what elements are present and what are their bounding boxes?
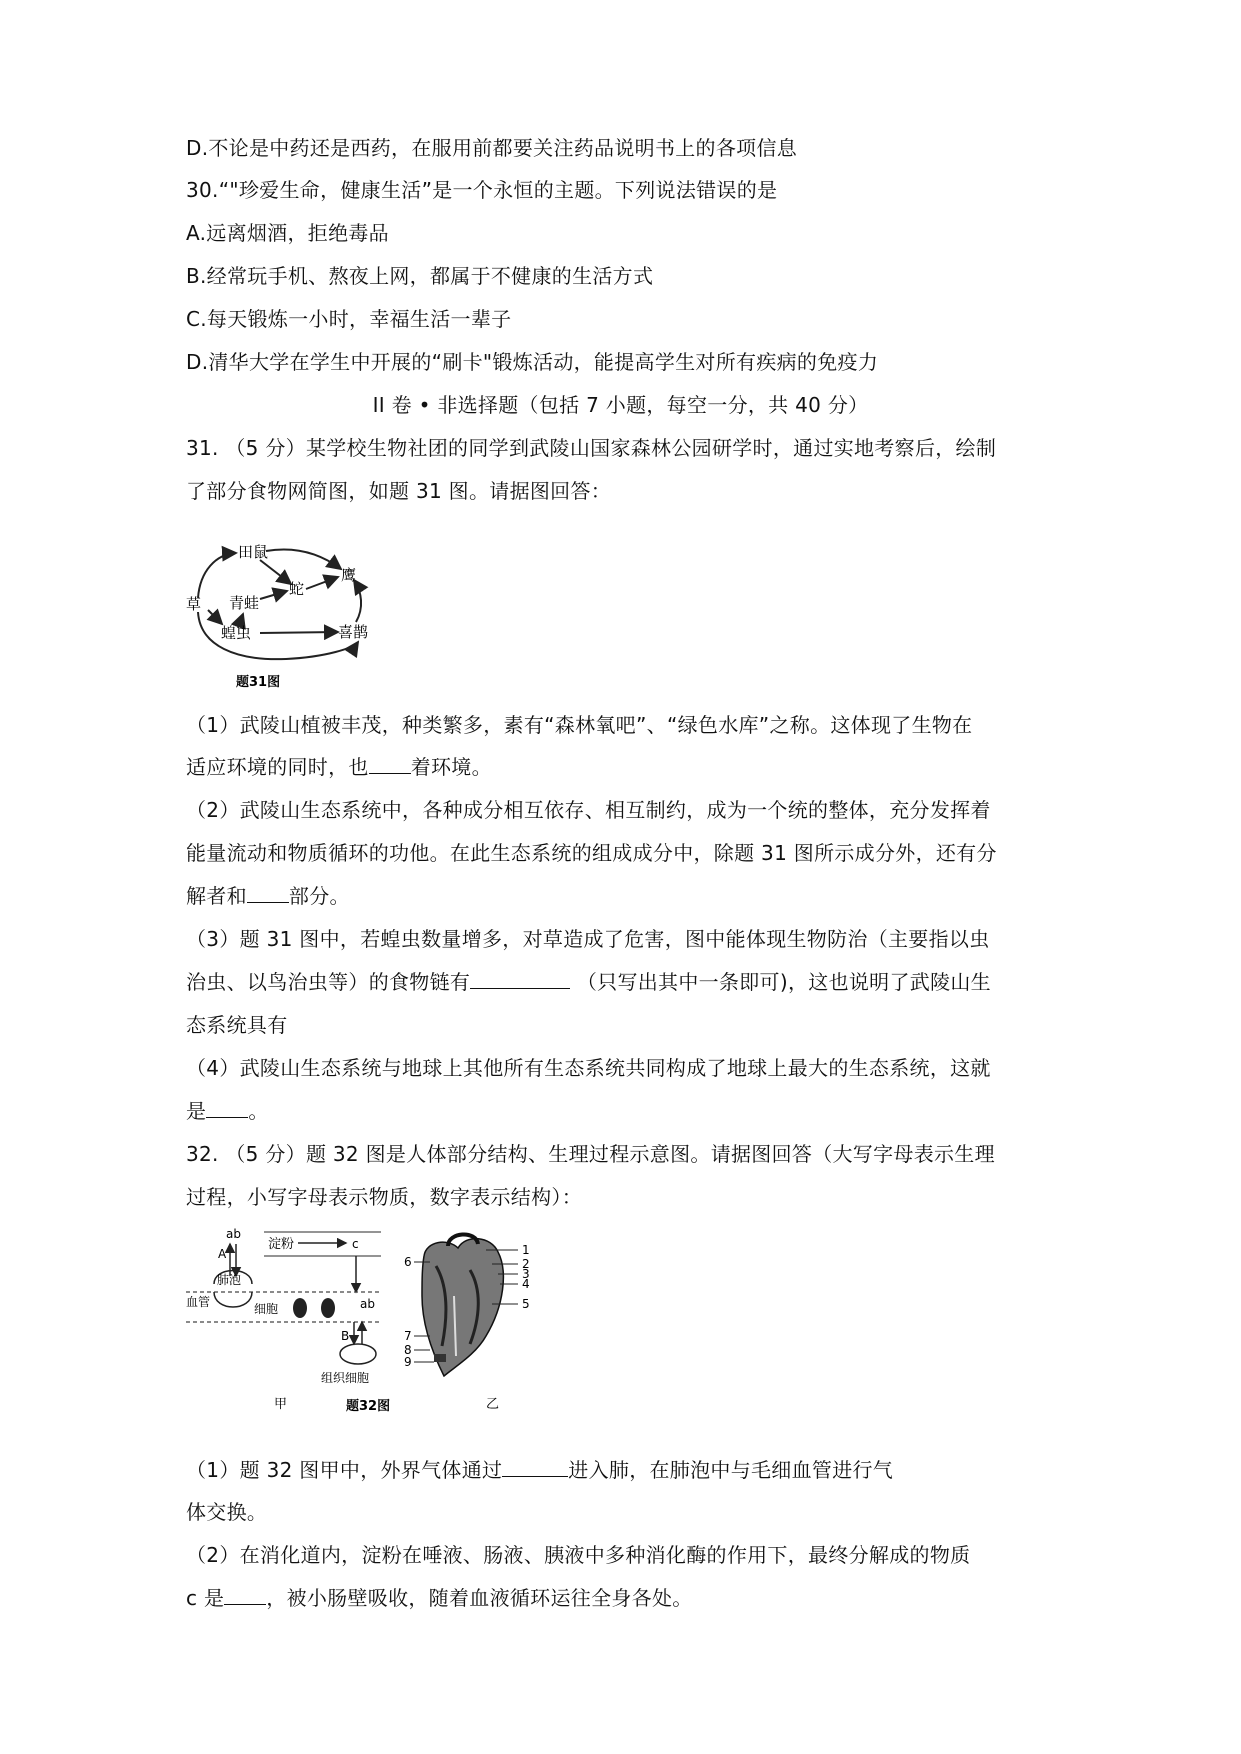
- physiology-figure: [186, 1226, 606, 1416]
- q32-part1-text-b: 进入肺，在肺泡中与毛细血管进行气: [568, 1458, 894, 1482]
- q31-part3: （3）题 31 图中，若蝗虫数量增多，对草造成了危害，图中能体现生物防治（主要指以虫: [186, 927, 990, 951]
- q31-part3-cont2: 态系统具有: [186, 1013, 288, 1037]
- label-process-b: B: [341, 1329, 350, 1343]
- answer-blank[interactable]: [247, 882, 289, 903]
- heart-label-1: 1: [522, 1243, 530, 1257]
- question-31-stem-cont: 了部分食物网简图，如题 31 图。请据图回答：: [186, 479, 612, 503]
- label-c: c: [352, 1237, 359, 1251]
- q31-part1-text-b: 着环境。: [410, 755, 492, 779]
- q31-part1-text-a: 适应环境的同时，也: [186, 755, 369, 779]
- q31-part4: （4）武陵山生态系统与地球上其他所有生态系统共同构成了地球上最大的生态系统，这就: [186, 1056, 991, 1080]
- answer-blank[interactable]: [502, 1456, 568, 1477]
- tissue-cell-shape: [340, 1344, 376, 1364]
- heart-label-3: 3: [522, 1267, 530, 1281]
- node-locust: 蝗虫: [221, 624, 252, 642]
- arrow-snake-eagle: [306, 577, 338, 589]
- q32-part2-cont: [186, 1584, 693, 1612]
- arrow-frog-snake: [260, 591, 287, 599]
- label-yi: 乙: [486, 1397, 500, 1412]
- question-31-stem: 31. （5 分）某学校生物社团的同学到武陵山国家森林公园研学时，通过实地考察后，绘制: [186, 436, 997, 460]
- q31-part2-text-a: 解者和: [186, 884, 247, 908]
- arrow-grass-locust: [208, 610, 222, 624]
- label-vessel: 血管: [186, 1295, 211, 1309]
- q31-part2-text-b: 部分。: [288, 884, 350, 908]
- label-jia: 甲: [274, 1397, 288, 1412]
- q32-part1-text-a: （1）题 32 图甲中，外界气体通过: [186, 1458, 503, 1482]
- q31-part3-text-a: 治虫、以鸟治虫等）的食物链有: [186, 970, 471, 994]
- question-32-stem-cont: 过程，小写字母表示物质，数字表示结构）：: [186, 1185, 582, 1209]
- arrow-locust-magpie: [260, 632, 338, 633]
- answer-blank[interactable]: [369, 753, 411, 774]
- label-tissue-cell: 组织细胞: [321, 1371, 370, 1385]
- arrow-grass-mouse: [198, 553, 236, 598]
- node-frog: 青蛙: [229, 594, 260, 612]
- question-30-stem: 30.“"珍爱生命，健康生活”是一个永恒的主题。下列说法错误的是: [186, 178, 778, 202]
- figure-31-caption: 题31图: [236, 675, 281, 690]
- heart-label-2: 2: [522, 1257, 530, 1271]
- q32-part2-text-b: ，被小肠壁吸收，随着血液循环运往全身各处。: [266, 1586, 693, 1610]
- option-29-d: D.不论是中药还是西药，在服用前都要关注药品说明书上的各项信息: [186, 136, 798, 160]
- heart-label-7: 7: [404, 1329, 412, 1343]
- blood-cell: [321, 1298, 335, 1318]
- arrow-magpie-eagle: [354, 580, 361, 622]
- label-ab-top: ab: [226, 1227, 241, 1241]
- q31-part1-cont: [186, 753, 492, 781]
- label-alveolus: 肺泡: [217, 1273, 242, 1287]
- node-grass: 草: [186, 595, 202, 613]
- question-32-stem: 32. （5 分）题 32 图是人体部分结构、生理过程示意图。请据图回答（大写字母表示生理: [186, 1142, 995, 1166]
- q31-part2-cont: 能量流动和物质循环的功他。在此生态系统的组成成分中，除题 31 图所示成分外，还有分: [186, 841, 997, 865]
- option-30-c: C.每天锻炼一小时，幸福生活一辈子: [186, 307, 512, 331]
- q31-part3-text-b: （只写出其中一条即可)，这也说明了武陵山生: [570, 970, 991, 994]
- label-process-a: A: [218, 1247, 227, 1261]
- diagram-jia: [186, 1227, 381, 1412]
- node-mouse: 田鼠: [238, 543, 269, 561]
- answer-blank[interactable]: [206, 1097, 248, 1118]
- diagram-yi-heart: [404, 1234, 530, 1412]
- node-snake: 蛇: [289, 580, 305, 598]
- heart-label-8: 8: [404, 1343, 412, 1357]
- option-30-d: D.清华大学在学生中开展的“刷卡"锻炼活动，能提高学生对所有疾病的免疫力: [186, 350, 879, 374]
- q31-part3-cont: [186, 968, 991, 996]
- blood-cell: [293, 1298, 307, 1318]
- figure-32-caption: 题32图: [346, 1399, 391, 1414]
- option-30-b: B.经常玩手机、熬夜上网，都属于不健康的生活方式: [186, 264, 654, 288]
- q32-part2-text-a: c 是: [186, 1586, 225, 1610]
- heart-label-6: 6: [404, 1255, 412, 1269]
- label-cell: 细胞: [254, 1302, 279, 1316]
- label-starch: 淀粉: [268, 1237, 295, 1252]
- heart-label-4: 4: [522, 1277, 530, 1291]
- q31-part4-text-a: 是: [186, 1099, 207, 1123]
- q31-part2-cont2: [186, 882, 350, 910]
- q31-part4-cont: [186, 1097, 269, 1125]
- q31-part2: （2）武陵山生态系统中，各种成分相互依存、相互制约，成为一个统的整体，充分发挥着: [186, 798, 991, 822]
- q32-part1-cont: 体交换。: [186, 1500, 268, 1524]
- heart-label-9: 9: [404, 1355, 412, 1369]
- food-web-figure: [186, 536, 456, 696]
- q31-part1: （1）武陵山植被丰茂，种类繁多，素有“森林氧吧”、“绿色水库”之称。这体现了生物在: [186, 713, 973, 737]
- section-heading: II 卷 • 非选择题（包括 7 小题，每空一分，共 40 分）: [372, 393, 869, 417]
- arrow-mouse-snake: [260, 560, 291, 584]
- answer-blank[interactable]: [470, 968, 570, 989]
- q31-part4-text-b: 。: [248, 1099, 269, 1123]
- arrow-mouse-eagle: [266, 550, 341, 569]
- option-30-a: A.远离烟酒，拒绝毒品: [186, 221, 389, 245]
- label-ab-mid: ab: [360, 1297, 375, 1311]
- node-eagle: 鹰: [341, 566, 357, 584]
- node-magpie: 喜鹊: [338, 623, 369, 641]
- q32-part2: （2）在消化道内，淀粉在唾液、肠液、胰液中多种消化酶的作用下，最终分解成的物质: [186, 1543, 971, 1567]
- answer-blank[interactable]: [224, 1584, 266, 1605]
- heart-label-5: 5: [522, 1297, 530, 1311]
- q32-part1: [186, 1456, 893, 1484]
